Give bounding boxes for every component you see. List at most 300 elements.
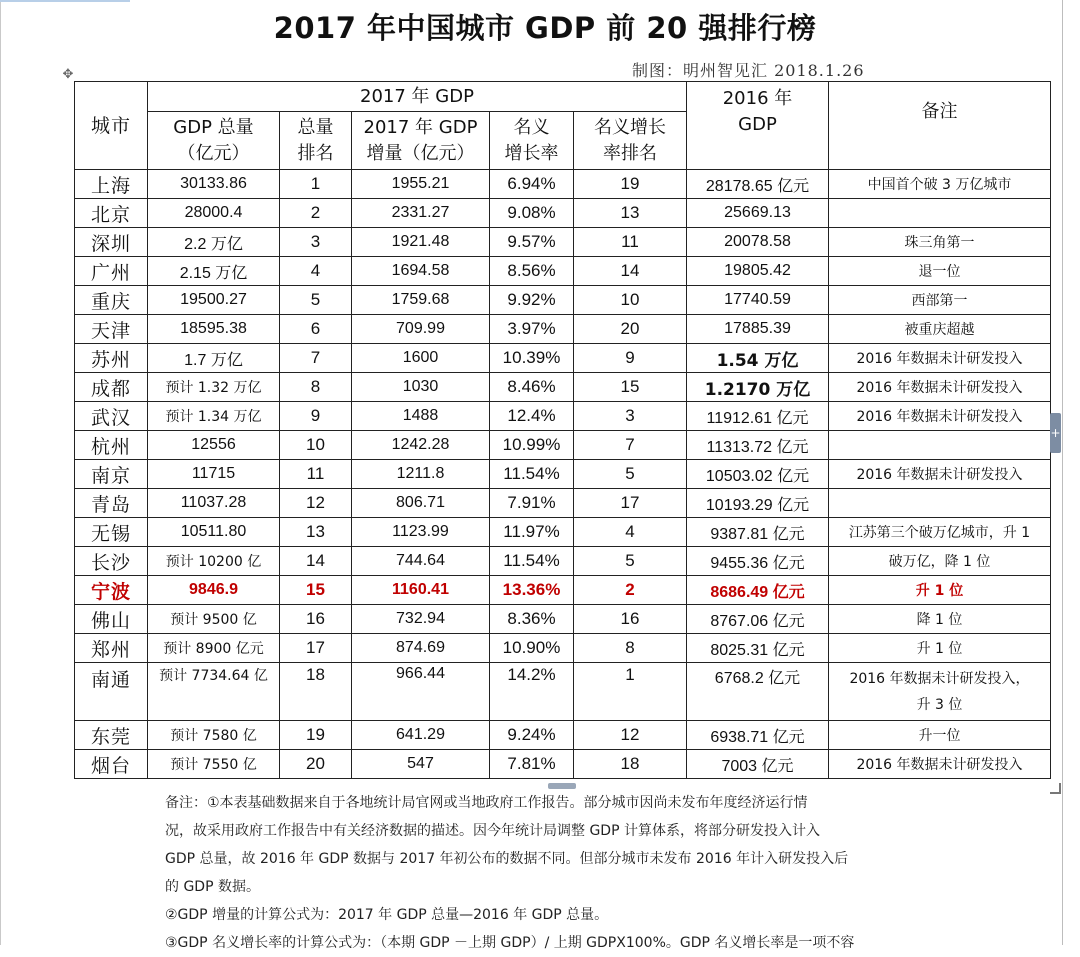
- city-cell-text: 无锡: [90, 522, 131, 545]
- table-row: [75, 286, 1051, 315]
- city-cell: [75, 315, 148, 344]
- page-title: 2017 年中国城市 GDP 前 20 强排行榜: [273, 11, 817, 45]
- growth-rank-cell-text: 13: [620, 203, 640, 222]
- gdp-increment-cell: [352, 344, 490, 373]
- growth-rate-cell-text: 10.39%: [502, 348, 561, 367]
- city-cell-text: 天津: [90, 319, 131, 342]
- gdp-increment-cell: [352, 489, 490, 518]
- total-rank-cell: [280, 547, 352, 576]
- gdp-2016-cell: [687, 605, 829, 634]
- header-increment-line2: 增量（亿元）: [366, 142, 475, 164]
- header-growth: [490, 112, 574, 170]
- city-cell: [75, 228, 148, 257]
- gdp-2016-cell-text: 25669.13: [724, 204, 791, 221]
- gdp-ranking-table: [74, 81, 1051, 779]
- remark-cell-text: 2016 年数据未计研发投入，: [849, 670, 1030, 687]
- table-row: [75, 170, 1051, 199]
- growth-rank-cell: [574, 315, 687, 344]
- gdp-increment-cell: [352, 315, 490, 344]
- note-line: GDP 总量，故 2016 年 GDP 数据与 2017 年初公布的数据不同。但部分城市未发布 2016 年计入研发投入后: [165, 851, 849, 867]
- gdp-increment-cell: [352, 634, 490, 663]
- growth-rate-cell-text: 7.91%: [507, 493, 556, 512]
- growth-rank-cell: [574, 257, 687, 286]
- growth-rank-cell-text: 11: [621, 232, 639, 251]
- growth-rate-cell-text: 10.99%: [502, 435, 561, 454]
- header-increment: [352, 112, 490, 170]
- header-total-rank: [280, 112, 352, 170]
- header-growth-rank-line1: 名义增长: [594, 116, 666, 138]
- gdp-total-cell: [148, 170, 280, 199]
- growth-rank-cell: [574, 199, 687, 228]
- total-rank-cell-text: 7: [310, 348, 321, 367]
- growth-rank-cell-text: 4: [625, 522, 635, 541]
- gdp-total-cell: [148, 750, 280, 779]
- remark-cell: [829, 402, 1051, 431]
- header-gdp-2016: [687, 82, 829, 170]
- gdp-increment-cell: [352, 402, 490, 431]
- growth-rank-cell: [574, 344, 687, 373]
- growth-rate-cell-text: 8.46%: [507, 377, 556, 396]
- gdp-2016-cell: [687, 721, 829, 750]
- gdp-total-cell: [148, 489, 280, 518]
- gdp-2016-cell-text: 11313.72 亿元: [706, 438, 809, 456]
- gdp-total-cell-text: 18595.38: [180, 320, 247, 337]
- gdp-increment-cell-text: 2331.27: [391, 204, 450, 221]
- table-row: [75, 199, 1051, 228]
- growth-rate-cell: [490, 489, 574, 518]
- header-gdp-2016-line2: GDP: [738, 113, 777, 135]
- city-cell: [75, 199, 148, 228]
- gdp-increment-cell: [352, 750, 490, 779]
- growth-rank-cell: [574, 663, 687, 721]
- gdp-total-cell-text: 预计 7550 亿: [170, 757, 257, 773]
- growth-rank-cell: [574, 373, 687, 402]
- gdp-2016-cell: [687, 634, 829, 663]
- city-cell: [75, 460, 148, 489]
- table-row: [75, 750, 1051, 779]
- total-rank-cell-text: 6: [310, 319, 321, 338]
- growth-rank-cell: [574, 228, 687, 257]
- gdp-increment-cell: [352, 431, 490, 460]
- gdp-total-cell-text: 预计 10200 亿: [165, 554, 262, 570]
- total-rank-cell-text: 4: [310, 261, 321, 280]
- growth-rank-cell-text: 19: [620, 174, 640, 193]
- gdp-2016-cell-text: 19805.42: [724, 262, 791, 279]
- header-growth-line2: 增长率: [504, 142, 559, 164]
- gdp-increment-cell-text: 732.94: [396, 610, 445, 627]
- growth-rank-cell-text: 10: [620, 290, 640, 309]
- city-cell: [75, 518, 148, 547]
- city-cell-text: 重庆: [90, 290, 131, 313]
- gdp-total-cell-text: 9846.9: [189, 581, 238, 598]
- growth-rate-cell-text: 3.97%: [507, 319, 556, 338]
- gdp-2016-cell: [687, 199, 829, 228]
- remark-cell: [829, 663, 1051, 721]
- notes-block: [165, 789, 925, 957]
- header-total-rank-line1: 总量: [297, 116, 334, 138]
- gdp-total-cell: [148, 402, 280, 431]
- growth-rank-cell: [574, 286, 687, 315]
- growth-rate-cell: [490, 750, 574, 779]
- table-row: [75, 721, 1051, 750]
- remark-cell: [829, 344, 1051, 373]
- remark-cell-text: 升 1 位: [916, 641, 963, 657]
- gdp-increment-cell-text: 1123.99: [392, 523, 449, 540]
- city-cell-text: 北京: [90, 203, 131, 226]
- remark-cell: [829, 373, 1051, 402]
- table-row: [75, 547, 1051, 576]
- growth-rate-cell: [490, 605, 574, 634]
- total-rank-cell: [280, 373, 352, 402]
- city-cell-text: 烟台: [90, 754, 131, 777]
- city-cell: [75, 721, 148, 750]
- growth-rate-cell-text: 14.2%: [507, 665, 556, 684]
- city-cell-text: 武汉: [90, 406, 131, 429]
- growth-rank-cell: [574, 402, 687, 431]
- remark-cell-text: 2016 年数据未计研发投入: [856, 351, 1023, 367]
- city-cell: [75, 489, 148, 518]
- header-growth-rank-line2: 率排名: [603, 142, 657, 164]
- growth-rank-cell: [574, 489, 687, 518]
- remark-cell-text: 2016 年数据未计研发投入: [856, 409, 1023, 425]
- gdp-2016-cell-text: 9455.36 亿元: [710, 554, 805, 572]
- growth-rate-cell: [490, 518, 574, 547]
- growth-rate-cell: [490, 286, 574, 315]
- remark-cell-text: 被重庆超越: [904, 322, 975, 338]
- gdp-total-cell-text: 2.2 万亿: [184, 235, 243, 253]
- gdp-total-cell-text: 预计 7734.64 亿: [159, 668, 268, 684]
- gdp-total-cell-text: 30133.86: [180, 175, 247, 192]
- growth-rate-cell: [490, 170, 574, 199]
- growth-rate-cell: [490, 373, 574, 402]
- growth-rank-cell-text: 9: [625, 348, 635, 367]
- growth-rank-cell-text: 12: [620, 725, 640, 744]
- city-cell-text: 南京: [90, 464, 131, 487]
- growth-rank-cell: [574, 605, 687, 634]
- gdp-total-cell-text: 预计 9500 亿: [170, 612, 257, 628]
- growth-rate-cell-text: 8.56%: [507, 261, 556, 280]
- total-rank-cell-text: 17: [306, 638, 325, 657]
- gdp-increment-cell-text: 709.99: [396, 320, 445, 337]
- total-rank-cell-text: 2: [310, 203, 321, 222]
- total-rank-cell: [280, 402, 352, 431]
- growth-rank-cell-text: 3: [625, 406, 635, 425]
- remark-cell: [829, 286, 1051, 315]
- gdp-2016-cell-text: 1.2170 万亿: [704, 379, 811, 400]
- gdp-2016-cell: [687, 431, 829, 460]
- remark-cell: [829, 257, 1051, 286]
- gdp-increment-cell-text: 744.64: [396, 552, 445, 569]
- city-cell-text: 青岛: [90, 493, 131, 516]
- remark-cell: [829, 170, 1051, 199]
- gdp-2016-cell: [687, 402, 829, 431]
- city-cell: [75, 402, 148, 431]
- gdp-increment-cell: [352, 663, 490, 721]
- city-cell-text: 郑州: [90, 638, 131, 661]
- growth-rate-cell: [490, 663, 574, 721]
- header-growth-rank: [574, 112, 687, 170]
- city-cell-text: 苏州: [90, 348, 131, 371]
- gdp-2016-cell: [687, 547, 829, 576]
- maker-credit: 制图：明州智见汇 2018.1.26: [632, 61, 865, 80]
- gdp-total-cell: [148, 373, 280, 402]
- city-cell-text: 南通: [90, 669, 131, 691]
- remark-cell: [829, 489, 1051, 518]
- gdp-total-cell-text: 预计 8900 亿元: [163, 641, 264, 657]
- table-row: [75, 576, 1051, 605]
- remark-cell-text: 珠三角第一: [904, 235, 975, 251]
- city-cell: [75, 286, 148, 315]
- total-rank-cell-text: 3: [310, 232, 321, 251]
- header-remarks: [829, 82, 1051, 170]
- gdp-2016-cell-text: 20078.58: [724, 233, 791, 250]
- insert-column-handle-icon[interactable]: +: [1050, 413, 1061, 453]
- growth-rank-cell: [574, 634, 687, 663]
- header-total-rank-line2: 排名: [297, 142, 334, 164]
- growth-rate-cell-text: 12.4%: [507, 406, 556, 425]
- remark-cell-text: 升 1 位: [915, 583, 964, 599]
- growth-rank-cell-text: 16: [620, 609, 640, 628]
- gdp-2016-cell-text: 6768.2 亿元: [714, 670, 801, 687]
- table-row: [75, 315, 1051, 344]
- gdp-total-cell: [148, 315, 280, 344]
- gdp-2016-cell-text: 1.54 万亿: [716, 350, 799, 371]
- gdp-2016-cell-text: 7003 亿元: [721, 757, 794, 775]
- gdp-total-cell: [148, 431, 280, 460]
- remark-cell-text: 2016 年数据未计研发投入: [856, 467, 1023, 483]
- gdp-increment-cell-text: 1242.28: [391, 436, 450, 453]
- total-rank-cell: [280, 605, 352, 634]
- remark-cell-text: 破万亿，降 1 位: [888, 554, 991, 570]
- growth-rate-cell-text: 8.36%: [507, 609, 556, 628]
- gdp-increment-cell-text: 1030: [402, 378, 439, 395]
- growth-rank-cell: [574, 170, 687, 199]
- growth-rate-cell: [490, 634, 574, 663]
- table-row: [75, 605, 1051, 634]
- gdp-total-cell-text: 10511.80: [180, 523, 247, 540]
- growth-rate-cell: [490, 257, 574, 286]
- table-row: [75, 373, 1051, 402]
- table-row: [75, 518, 1051, 547]
- remark-cell-text: 退一位: [918, 264, 961, 280]
- growth-rate-cell: [490, 402, 574, 431]
- total-rank-cell-text: 18: [306, 665, 325, 684]
- gdp-total-cell-text: 11037.28: [180, 494, 247, 511]
- gdp-total-cell: [148, 228, 280, 257]
- remark-cell: [829, 228, 1051, 257]
- remark-cell: [829, 518, 1051, 547]
- city-cell: [75, 344, 148, 373]
- city-cell-text: 成都: [90, 377, 131, 400]
- page-left-edge: [0, 0, 1, 945]
- total-rank-cell-text: 12: [306, 493, 325, 512]
- table-row: [75, 489, 1051, 518]
- gdp-2016-cell-text: 8025.31 亿元: [710, 641, 805, 659]
- gdp-total-cell: [148, 257, 280, 286]
- table-row: [75, 228, 1051, 257]
- growth-rate-cell: [490, 228, 574, 257]
- gdp-total-cell: [148, 663, 280, 721]
- gdp-total-cell-text: 预计 7580 亿: [170, 728, 257, 744]
- total-rank-cell: [280, 344, 352, 373]
- gdp-increment-cell-text: 1694.58: [391, 262, 450, 279]
- gdp-2016-cell-text: 28178.65 亿元: [705, 177, 810, 195]
- remark-cell: [829, 315, 1051, 344]
- gdp-2016-cell-text: 10503.02 亿元: [705, 467, 810, 485]
- gdp-2016-cell: [687, 489, 829, 518]
- table-row: [75, 634, 1051, 663]
- gdp-2016-cell-text: 17885.39: [724, 320, 791, 337]
- note-line: 的 GDP 数据。: [165, 879, 260, 895]
- header-city: 城市: [75, 82, 148, 170]
- remark-cell: [829, 547, 1051, 576]
- table-move-handle-icon[interactable]: ✥: [62, 67, 74, 82]
- total-rank-cell-text: 10: [306, 435, 325, 454]
- gdp-2016-cell: [687, 663, 829, 721]
- table-row: [75, 460, 1051, 489]
- growth-rate-cell-text: 7.81%: [507, 754, 556, 773]
- city-cell: [75, 634, 148, 663]
- gdp-2016-cell: [687, 315, 829, 344]
- gdp-2016-cell: [687, 257, 829, 286]
- table-row: [75, 663, 1051, 721]
- growth-rate-cell-text: 11.97%: [503, 522, 560, 541]
- growth-rate-cell: [490, 199, 574, 228]
- gdp-total-cell: [148, 634, 280, 663]
- gdp-2016-cell-text: 6938.71 亿元: [710, 728, 805, 746]
- gdp-total-cell: [148, 518, 280, 547]
- gdp-increment-cell-text: 1211.8: [396, 465, 445, 482]
- city-cell-text: 东莞: [90, 725, 131, 748]
- gdp-total-cell-text: 预计 1.34 万亿: [165, 409, 262, 425]
- gdp-total-cell-text: 1.7 万亿: [184, 351, 243, 369]
- note-line: ②GDP 增量的计算公式为：2017 年 GDP 总量—2016 年 GDP 总量。: [165, 907, 609, 923]
- gdp-total-cell: [148, 460, 280, 489]
- gdp-2016-cell: [687, 750, 829, 779]
- gdp-total-cell: [148, 721, 280, 750]
- growth-rate-cell-text: 10.90%: [502, 638, 561, 657]
- gdp-increment-cell: [352, 460, 490, 489]
- header-increment-line1: 2017 年 GDP: [363, 116, 478, 138]
- total-rank-cell: [280, 315, 352, 344]
- growth-rank-cell-text: 17: [620, 493, 640, 512]
- remark-cell: [829, 431, 1051, 460]
- gdp-2016-cell-text: 10193.29 亿元: [705, 496, 810, 514]
- growth-rate-cell: [490, 460, 574, 489]
- city-cell: [75, 257, 148, 286]
- total-rank-cell: [280, 750, 352, 779]
- growth-rank-cell-text: 7: [625, 435, 635, 454]
- growth-rate-cell: [490, 431, 574, 460]
- city-cell: [75, 170, 148, 199]
- city-cell-text: 宁波: [90, 580, 131, 603]
- gdp-increment-cell-text: 966.44: [396, 665, 445, 682]
- header-total-gdp-line2: （亿元）: [177, 142, 250, 164]
- growth-rank-cell: [574, 721, 687, 750]
- remark-cell-text: 西部第一: [911, 293, 968, 309]
- total-rank-cell-text: 15: [306, 580, 325, 599]
- header-growth-line1: 名义: [513, 116, 550, 138]
- gdp-2016-cell: [687, 228, 829, 257]
- gdp-increment-cell-text: 1488: [402, 407, 439, 424]
- total-rank-cell: [280, 286, 352, 315]
- total-rank-cell: [280, 489, 352, 518]
- remark-cell: [829, 605, 1051, 634]
- gdp-total-cell: [148, 199, 280, 228]
- total-rank-cell-text: 8: [310, 377, 321, 396]
- growth-rate-cell: [490, 547, 574, 576]
- growth-rate-cell-text: 9.24%: [507, 725, 556, 744]
- gdp-2016-cell: [687, 373, 829, 402]
- gdp-increment-cell: [352, 721, 490, 750]
- growth-rank-cell-text: 1: [625, 665, 635, 684]
- gdp-increment-cell: [352, 373, 490, 402]
- gdp-2016-cell-text: 17740.59: [724, 291, 791, 308]
- total-rank-cell-text: 16: [306, 609, 325, 628]
- total-rank-cell: [280, 199, 352, 228]
- remark-cell: [829, 721, 1051, 750]
- growth-rate-cell: [490, 315, 574, 344]
- growth-rank-cell-text: 2: [625, 580, 635, 599]
- growth-rate-cell: [490, 721, 574, 750]
- total-rank-cell: [280, 460, 352, 489]
- gdp-total-cell: [148, 344, 280, 373]
- growth-rank-cell: [574, 547, 687, 576]
- remark-cell-text: 降 1 位: [916, 612, 963, 628]
- growth-rank-cell-text: 5: [625, 464, 635, 483]
- city-cell: [75, 750, 148, 779]
- growth-rank-cell: [574, 460, 687, 489]
- total-rank-cell: [280, 170, 352, 199]
- table-row: [75, 257, 1051, 286]
- gdp-total-cell-text: 预计 1.32 万亿: [165, 380, 262, 396]
- remark-cell: [829, 576, 1051, 605]
- gdp-total-cell: [148, 605, 280, 634]
- table-resize-handle-icon[interactable]: [1050, 783, 1061, 794]
- gdp-increment-cell-text: 641.29: [396, 726, 445, 743]
- total-rank-cell-text: 11: [306, 464, 325, 483]
- gdp-total-cell-text: 28000.4: [184, 204, 243, 221]
- gdp-2016-cell-text: 11912.61 亿元: [706, 409, 809, 427]
- growth-rank-cell-text: 20: [620, 319, 640, 338]
- total-rank-cell: [280, 576, 352, 605]
- remark-cell-text: 中国首个破 3 万亿城市: [867, 177, 1012, 193]
- gdp-increment-cell-text: 806.71: [396, 494, 445, 511]
- gdp-increment-cell: [352, 170, 490, 199]
- gdp-2016-cell-text: 8767.06 亿元: [710, 612, 805, 630]
- gdp-increment-cell: [352, 257, 490, 286]
- city-cell-text: 长沙: [90, 551, 131, 574]
- total-rank-cell-text: 14: [306, 551, 325, 570]
- gdp-2016-cell: [687, 286, 829, 315]
- total-rank-cell: [280, 257, 352, 286]
- gdp-total-cell-text: 2.15 万亿: [179, 264, 248, 282]
- growth-rate-cell: [490, 344, 574, 373]
- growth-rate-cell-text: 13.36%: [502, 580, 561, 599]
- gdp-2016-cell: [687, 460, 829, 489]
- city-cell: [75, 373, 148, 402]
- table-row: [75, 344, 1051, 373]
- page-top-accent: [0, 0, 130, 2]
- note-line: 备注：①本表基础数据来自于各地统计局官网或当地政府工作报告。部分城市因尚未发布年度经济运行情: [165, 795, 808, 811]
- growth-rank-cell-text: 15: [620, 377, 640, 396]
- gdp-increment-cell-text: 1600: [402, 349, 439, 366]
- city-cell: [75, 605, 148, 634]
- gdp-2016-cell-text: 9387.81 亿元: [710, 525, 805, 543]
- total-rank-cell-text: 13: [306, 522, 325, 541]
- total-rank-cell-text: 20: [306, 754, 325, 773]
- remark-cell-text-line2: 升 3 位: [916, 696, 963, 713]
